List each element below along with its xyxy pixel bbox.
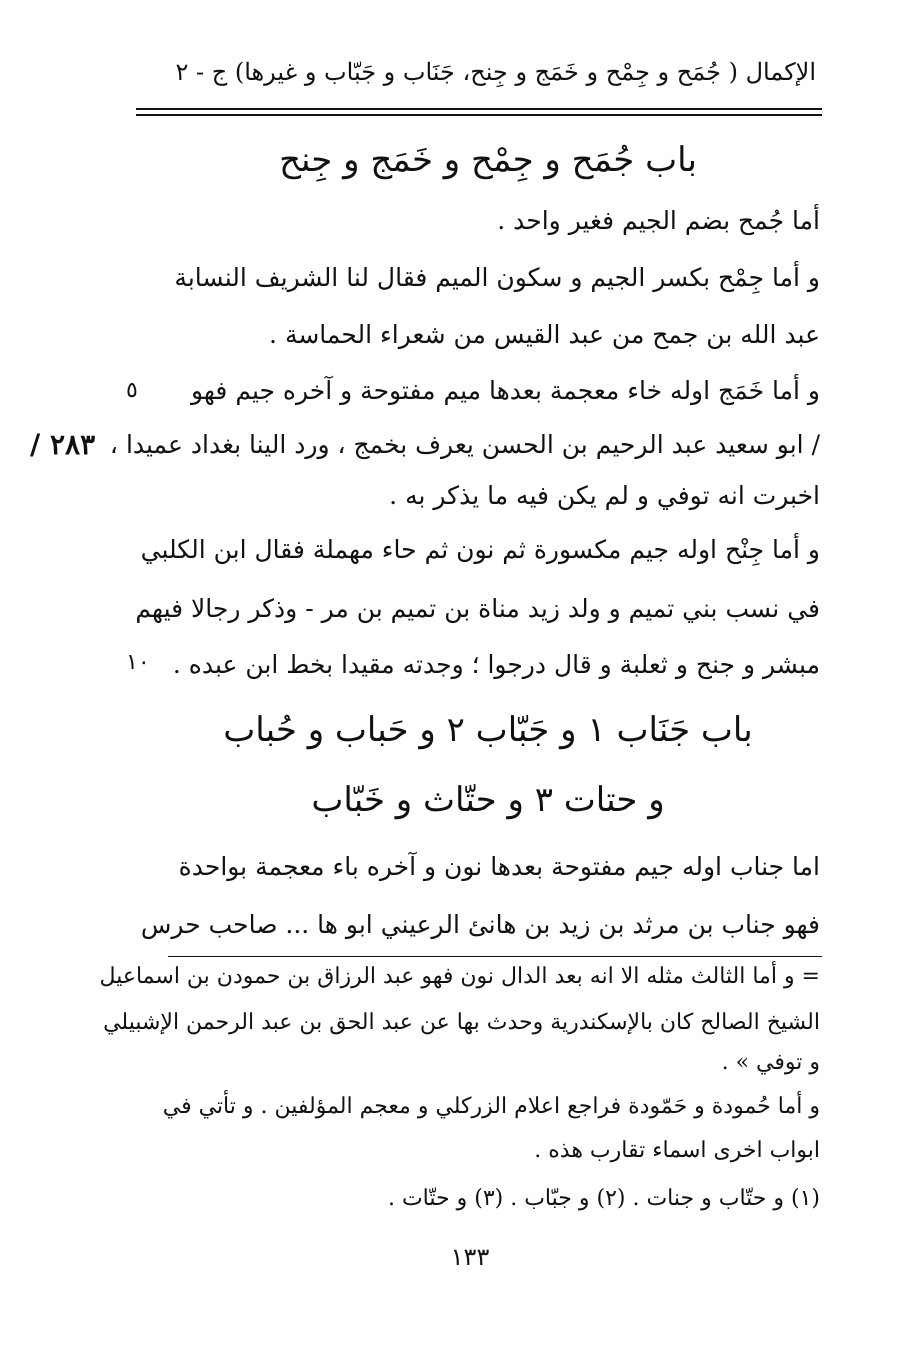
footnote-line: و توفي » . (721, 1050, 820, 1075)
text-line: اما جناب اوله جيم مفتوحة بعدها نون و آخره باء معجمة بواحدة (178, 852, 820, 881)
line-number-5: ٥ (126, 378, 138, 403)
running-header: الإكمال ( جُمَح و جِمْح و خَمَج و جِنح، جَنَاب و جَبّاب و غيرها) ج - ٢ (175, 58, 816, 86)
section-title-2-line-1: باب جَنَاب ١ و جَبّاب ٢ و حَباب و حُباب (223, 710, 753, 750)
text-line: اخبرت انه توفي و لم يكن فيه ما يذكر به . (389, 481, 820, 510)
text-line: أما جُمح بضم الجيم فغير واحد . (497, 206, 820, 235)
text-line: مبشر و جنح و ثعلبة و قال درجوا ؛ وجدته مقيدا بخط ابن عبده . (172, 650, 820, 679)
page-number: ١٣٣ (450, 1243, 490, 1271)
footnote-line: و أما حُمودة و حَمّودة فراجع اعلام الزركلي و معجم المؤلفين . و تأتي في (162, 1094, 820, 1119)
text-line: عبد الله بن جمح من عبد القيس من شعراء الحماسة . (269, 320, 820, 349)
text-line: و أما جِنْح اوله جيم مكسورة ثم نون ثم حاء مهملة فقال ابن الكلبي (140, 535, 820, 564)
section-title-2-line-2: و حتات ٣ و حتّاث و خَبّاب (311, 780, 665, 820)
footnote-rule (168, 956, 822, 957)
text-line: و أما خَمَج اوله خاء معجمة بعدها ميم مفتوحة و آخره جيم فهو (190, 376, 820, 405)
manuscript-folio-number: ٢٨٣ / (30, 428, 96, 461)
text-line: / ابو سعيد عبد الرحيم بن الحسن يعرف بخمج ، ورد الينا بغداد عميدا ، (109, 430, 820, 459)
footnote-line: = و أما الثالث مثله الا انه بعد الدال نون فهو عبد الرزاق بن حمودن بن اسماعيل (99, 964, 820, 989)
text-line: فهو جناب بن مرثد بن زيد بن هانئ الرعيني ابو ها ... صاحب حرس (140, 910, 820, 939)
text-line: في نسب بني تميم و ولد زيد مناة بن تميم بن مر - وذكر رجالا فيهم (135, 594, 820, 623)
line-number-10: ١٠ (126, 650, 150, 675)
header-rule-top (136, 108, 822, 110)
footnote-line: الشيخ الصالح كان بالإسكندرية وحدث بها عن عبد الحق بن عبد الرحمن الإشبيلي (103, 1010, 820, 1035)
footnote-line: (١) و حتّاب و جنات . (٢) و جبّاب . (٣) و حتّات . (387, 1186, 820, 1211)
section-title-1: باب جُمَح و جِمْح و خَمَج و جِنح (279, 140, 697, 180)
footnote-line: ابواب اخرى اسماء تقارب هذه . (534, 1138, 820, 1163)
text-line: و أما جِمْح بكسر الجيم و سكون الميم فقال لنا الشريف النسابة (174, 263, 820, 292)
header-rule-bottom (136, 114, 822, 116)
